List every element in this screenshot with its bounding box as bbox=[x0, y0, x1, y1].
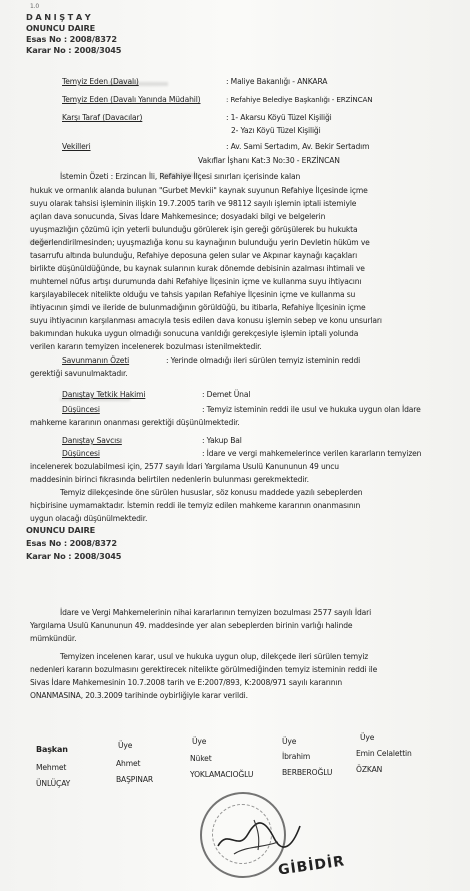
summary-line: açılan dava sonucunda, Sivas İdare Mahkemesince; dosyadaki bilgi ve belgelerin bbox=[30, 212, 326, 221]
esas-number: Esas No : 2008/8372 bbox=[26, 34, 117, 44]
signature-first-name: Nüket bbox=[190, 754, 212, 763]
attorneys-value: : Av. Sami Sertadım, Av. Bekir Sertadım bbox=[226, 142, 370, 151]
signature-last-name: BAŞPINAR bbox=[116, 775, 153, 784]
summary-line: birlikte düşünüldüğünde, bu kaynak sularının kurak dönemde debisinin azalması ihtimali ve bbox=[30, 264, 365, 273]
judge-name: : Demet Ünal bbox=[202, 390, 251, 399]
signature-role: Üye bbox=[282, 737, 297, 746]
signature-last-name: ÜNLÜÇAY bbox=[36, 779, 71, 788]
respondent-value-1: : 1- Akarsu Köyü Tüzel Kişiliği bbox=[226, 113, 332, 122]
decision-line: İdare ve Vergi Mahkemelerinin nihai kararlarının temyizen bozulması 2577 sayılı İdari bbox=[60, 608, 372, 617]
appellant-value: : Maliye Bakanlığı - ANKARA bbox=[226, 77, 328, 86]
decision-line: ONANMASINA, 20.3.2009 tarihinde oybirliğiyle karar verildi. bbox=[30, 691, 248, 700]
signature-first-name: Ahmet bbox=[116, 759, 141, 768]
defence-label: Savunmanın Özeti bbox=[62, 356, 130, 365]
prosecutor-opinion: Temyiz dilekçesinde öne sürülen hususlar, söz konusu maddede yazılı sebeplerden bbox=[60, 488, 363, 497]
chamber-name: ONUNCU DAIRE bbox=[26, 23, 96, 33]
judge-opinion-label: Düşüncesi bbox=[62, 405, 100, 414]
decision-line: Sivas İdare Mahkemesinin 10.7.2008 tarih ve E:2007/893, K:2008/971 sayılı kararının bbox=[30, 678, 342, 687]
defence-text: : Yerinde olmadığı ileri sürülen temyiz isteminin reddi bbox=[166, 356, 361, 365]
stamp-text: GİBİDİR bbox=[277, 853, 346, 879]
respondent-label: Karşı Taraf (Davacılar) bbox=[62, 113, 143, 122]
summary-line: tasarrufu altında bulunduğu, Refahiye deposuna gelen sular ve Akpınar kaynağı kaçakları bbox=[30, 251, 358, 260]
prosecutor-name: : Yakup Bal bbox=[202, 436, 242, 445]
scan-artifact bbox=[60, 398, 130, 401]
signature-role: Üye bbox=[118, 741, 133, 750]
signature-first-name: Mehmet bbox=[36, 763, 67, 772]
esas-number-repeat: Esas No : 2008/8372 bbox=[26, 538, 117, 548]
signature-role: Başkan bbox=[36, 745, 68, 754]
prosecutor-opinion: hiçbirisine uymamaktadır. İstemin reddi ile temyiz edilen mahkeme kararının onanmasının bbox=[30, 501, 361, 510]
respondent-value-2: 2- Yazı Köyü Tüzel Kişiliği bbox=[231, 126, 321, 135]
judge-opinion: mahkeme kararının onanması gerektiği düşünülmektedir. bbox=[30, 418, 240, 427]
summary-line: suyu olarak tahsisi işleminin ilişkin 19.7.2005 tarih ve 98112 sayılı işlemin iptali istemiyle bbox=[30, 199, 357, 208]
intervener-value: : Refahiye Belediye Başkanlığı - ERZİNCAN bbox=[226, 95, 373, 104]
attorneys-label: Vekilleri bbox=[62, 142, 91, 151]
prosecutor-opinion: : İdare ve vergi mahkemelerince verilen kararların temyizen bbox=[202, 449, 422, 458]
signature-last-name: ÖZKAN bbox=[356, 765, 383, 774]
signature-first-name: Emin Celalettin bbox=[356, 749, 412, 758]
karar-number-repeat: Karar No : 2008/3045 bbox=[26, 551, 122, 561]
summary-line: karşılayabilecek nitelikte olduğu ve tahsis yapılan Refahiye İlçesinin içme ve kullanma su bbox=[30, 290, 356, 299]
signature-last-name: YOKLAMACIOĞLU bbox=[190, 770, 254, 779]
summary-line: verilen kararın temyizen incelenerek bozulması istenilmektedir. bbox=[30, 342, 262, 351]
summary-line: hukuk ve ormanlık alanda bulunan "Gurbet Mevkii" kaynak suyunun Refahiye İlçesinde içme bbox=[30, 186, 368, 195]
summary-line: bakımından hukuka uygun olmadığı sonucuna varıldığı gerekçesiyle işlemin iptali yolunda bbox=[30, 329, 359, 338]
summary-line: muhtemel nüfus artışı durumunda dahi Refahiye İlçesinin içme ve kullanma suyu ihtiyacını bbox=[30, 277, 362, 286]
prosecutor-opinion: incelenerek bozulabilmesi için, 2577 sayılı İdari Yargılama Usulü Kanununun 49 uncu bbox=[30, 462, 339, 471]
prosecutor-opinion: uygun olacağı düşünülmektedir. bbox=[30, 514, 148, 523]
summary-line: İstemin Özeti : Erzincan İli, Refahiye İlçesi sınırları içerisinde kalan bbox=[60, 172, 301, 181]
appellant-label: Temyiz Eden (Davalı) bbox=[62, 77, 139, 86]
handwritten-signature bbox=[214, 808, 304, 863]
attorneys-address: Vakıflar İşhanı Kat:3 No:30 - ERZİNCAN bbox=[198, 156, 340, 165]
summary-line: suyu ihtiyacının karşılanması amacıyla tesis edilen dava konusu işlemin sebep ve konu unsurları bbox=[30, 316, 382, 325]
signature-role: Üye bbox=[360, 733, 375, 742]
prosecutor-opinion-label: Düşüncesi bbox=[62, 449, 100, 458]
scan-artifact bbox=[160, 173, 200, 178]
defence-text: gerektiği savunulmaktadır. bbox=[30, 369, 128, 378]
summary-line: ihtiyacının şimdi ve ileride de bulunmadığının görüldüğü, bu itibarla, Refahiye İlçesinin içme bbox=[30, 303, 366, 312]
decision-line: mümkündür. bbox=[30, 634, 77, 643]
karar-number: Karar No : 2008/3045 bbox=[26, 45, 122, 55]
signature-role: Üye bbox=[192, 737, 207, 746]
summary-line: uyuşmazlığın çözümü için yeterli bulunduğu görülerek işin gereği görüşülerek bu hukukta bbox=[30, 225, 358, 234]
prosecutor-label: Danıştay Savcısı bbox=[62, 436, 122, 445]
judge-label: Danıştay Tetkik Hakimi bbox=[62, 390, 146, 399]
signature-first-name: İbrahim bbox=[282, 752, 311, 761]
decision-line: Temyizen incelenen karar, usul ve hukuka uygun olup, dilekçede ileri sürülen temyiz bbox=[60, 652, 369, 661]
scan-artifact bbox=[30, 240, 52, 244]
decision-line: nedenleri kararın bozulmasını gerektirecek nitelikte görülmediğinden temyiz isteminin reddi ile bbox=[30, 665, 378, 674]
judge-opinion: : Temyiz isteminin reddi ile usul ve hukuka uygun olan İdare bbox=[202, 405, 421, 414]
chamber-name-repeat: ONUNCU DAIRE bbox=[26, 525, 96, 535]
decision-line: Yargılama Usulü Kanununun 49. maddesinde yer alan sebeplerden birinin varlığı halinde bbox=[30, 621, 353, 630]
intervener-label: Temyiz Eden (Davalı Yanında Müdahil) bbox=[62, 95, 201, 104]
summary-line: değerlendirilmesinden; uyuşmazlığa konu su kaynağının bulunduğu yerin Devletin hüküm ve bbox=[30, 238, 370, 247]
scan-artifact bbox=[108, 82, 168, 86]
top-mark: 1.0 bbox=[30, 3, 40, 10]
prosecutor-opinion: maddesinin birinci fıkrasında belirtilen nedenlerin bulunması gerekmektedir. bbox=[30, 475, 309, 484]
court-name: D A N I Ş T A Y bbox=[26, 12, 91, 22]
signature-last-name: BERBEROĞLU bbox=[282, 768, 333, 777]
